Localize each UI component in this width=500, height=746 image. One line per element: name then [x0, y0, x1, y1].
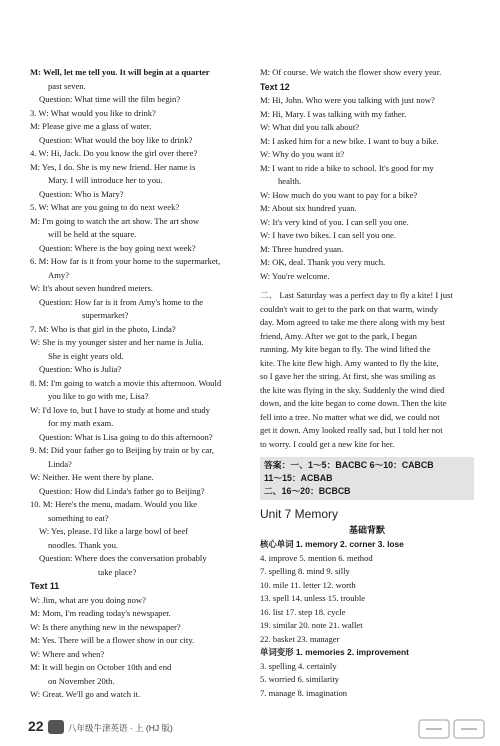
right-column [260, 66, 474, 700]
text-line: M: Yes. There will be a flower show in our city. [30, 635, 195, 645]
passage-line: fell into a tree. No matter what we did, we could not [260, 411, 440, 422]
vocab-line: 16. list 17. step 18. cycle [260, 606, 346, 617]
text-line: W: Where and when? [30, 648, 105, 659]
text-line: 3. W: What would you like to drink? [30, 107, 156, 118]
text-line: M: About six hundred yuan. [260, 203, 357, 213]
passage-line: day. Mom agreed to take me there along with my best [260, 317, 445, 327]
text-line: supermarket? [82, 310, 129, 320]
passage-section [260, 289, 474, 451]
text-line: W: Neither. He went there by plane. [30, 472, 154, 482]
passage-line: 二、 Last Saturday was a perfect day to fly a kite! I just [260, 290, 453, 300]
vocab-line: 3. spelling 4. certainly [260, 660, 337, 671]
text-line: Amy? [48, 269, 70, 280]
text-line: M: I asked him for a new bike. I want to buy a bike. [260, 135, 439, 146]
text-line: Question: Who is Julia? [39, 364, 122, 374]
vocab-line: 19. similar 20. note 21. wallet [260, 620, 363, 630]
answer-line: 答案：一、1～5：BACBC 6～10：CABCB [264, 460, 434, 470]
text-line: M: I'm going to watch the art show. The art show [30, 215, 200, 226]
answer-line: 11～15：ACBAB [264, 473, 333, 483]
text-line: M: Please give me a glass of water. [30, 121, 152, 131]
unit-title: Unit 7 Memory [260, 507, 339, 521]
text-line: W: What did you talk about? [260, 122, 360, 132]
text-line: W: I have two bikes. I can sell you one. [260, 230, 396, 240]
text-12-dialogue [260, 66, 474, 283]
text-line: M: I want to ride a bike to school. It's good for my [260, 162, 434, 173]
text-line: Text 12 [260, 81, 290, 92]
text-line: W: How much do you want to pay for a bike? [260, 189, 418, 200]
text-line: M: Of course. We watch the flower show every year. [260, 67, 442, 77]
text-line: M: Well, let me tell you. It will begin at a quarter [30, 67, 210, 77]
text-line: W: Yes, please. I'd like a large bowl of beef [39, 526, 189, 536]
text-line: past seven. [48, 80, 86, 91]
passage-line: get it down. Amy looked really sad, but I told her not [260, 425, 443, 435]
page-number: 22 [28, 718, 44, 734]
text-line: W: Is there anything new in the newspaper? [30, 621, 181, 632]
vocab-line: 13. spell 14. unless 15. trouble [260, 593, 366, 603]
text-line: M: OK, deal. Thank you very much. [260, 257, 386, 267]
text-line: W: Jim, what are you doing now? [30, 594, 146, 605]
text-line: M: Three hundred yuan. [260, 243, 344, 254]
answer-box [260, 457, 474, 500]
text-line: Question: How far is it from Amy's home to the [39, 296, 204, 307]
passage-line: running. My kite began to fly. The wind lifted the [260, 344, 431, 354]
text-line: Linda? [48, 458, 72, 469]
watermark-logo-icon [418, 718, 488, 740]
text-line: 7. M: Who is that girl in the photo, Linda? [30, 323, 176, 334]
text-line: Question: What time will the film begin? [39, 94, 181, 104]
vocab-list [260, 538, 474, 700]
vocab-line: 5. worried 6. similarity [260, 674, 340, 684]
section-title: 基础背默 [348, 524, 385, 535]
vocab-line: 核心单词 1. memory 2. corner 3. lose [260, 539, 404, 549]
text-line: W: It's very kind of you. I can sell you one. [260, 216, 409, 227]
text-line: W: She is my younger sister and her name is Julia. [30, 337, 204, 347]
passage-line: so I gave her the string. At first, she was smiling as [260, 371, 436, 381]
passage-line: the kite was flying in the sky. Suddenly the wind died [260, 384, 445, 395]
vocab-line: 7. spelling 8. mind 9. silly [260, 566, 350, 576]
text-line: noodles. Thank you. [48, 539, 119, 550]
vocab-line: 10. mile 11. letter 12. worth [260, 579, 356, 590]
text-line: M: Yes, I do. She is my new friend. Her name is [30, 161, 196, 172]
book-logo-icon [48, 720, 64, 734]
text-line: 6. M: How far is it from your home to the supermarket, [30, 256, 221, 266]
passage-line: kite. The kite flew high. Amy wanted to fly the kite, [260, 357, 439, 368]
text-line: M: It will begin on October 10th and end [30, 662, 172, 672]
text-line: Question: How did Linda's father go to Beijing? [39, 485, 205, 496]
vocab-line: 7. manage 8. imagination [260, 687, 348, 698]
page-footer [28, 716, 258, 738]
text-line: you like to go with me, Lisa? [48, 391, 149, 401]
text-line: W: You're welcome. [260, 270, 330, 281]
text-line: will be held at the square. [48, 229, 137, 239]
text-line: Question: Who is Mary? [39, 188, 124, 199]
answer-line: 二、16～20：BCBCB [264, 486, 351, 496]
passage-line: friend, Amy. After we got to the park, I began [260, 330, 417, 341]
text-line: 8. M: I'm going to watch a movie this afternoon. Would [30, 377, 222, 388]
text-line: Text 11 [30, 581, 60, 591]
passage-line: couldn't wait to get to the park on that warm, windy [260, 303, 438, 314]
vocab-line: 22. basket 23. manager [260, 633, 340, 644]
left-column [30, 66, 252, 702]
text-line: on November 20th. [48, 675, 115, 686]
text-line: Question: Where does the conversation probably [39, 553, 207, 563]
text-line: W: Great. We'll go and watch it. [30, 689, 141, 699]
vocab-line: 4. improve 5. mention 6. method [260, 552, 373, 563]
text-line: something to eat? [48, 512, 109, 523]
text-line: take place? [98, 566, 137, 577]
text-line: 9. M: Did your father go to Beijing by train or by car, [30, 445, 214, 455]
footer-title: 八年级牛津英语 · 上 (HJ 版) [68, 723, 173, 733]
text-line: 10. M: Here's the menu, madam. Would you like [30, 499, 198, 509]
text-line: Question: What would the boy like to drink? [39, 134, 193, 145]
text-line: Mary. I will introduce her to you. [48, 175, 163, 185]
text-line: for my math exam. [48, 418, 114, 428]
text-line: M: Hi, John. Who were you talking with just now? [260, 95, 435, 105]
text-line: Question: Where is the boy going next week? [39, 242, 196, 253]
text-line: health. [278, 176, 302, 186]
text-line: Question: What is Lisa going to do this afternoon? [39, 431, 213, 442]
vocab-line: 单词变形 1. memories 2. improvement [260, 647, 409, 657]
text-line: M: Hi, Mary. I was talking with my father. [260, 108, 407, 119]
text-line: W: It's about seven hundred meters. [30, 283, 153, 293]
text-line: 4. W: Hi, Jack. Do you know the girl over there? [30, 148, 198, 158]
text-line: 5. W: What are you going to do next week? [30, 202, 180, 212]
passage-line: down, and the kite began to come down. Then the kite [260, 398, 447, 408]
text-line: W: Why do you want it? [260, 149, 345, 159]
text-line: She is eight years old. [48, 350, 124, 361]
passage-line: to worry. I could get a new kite for her. [260, 438, 395, 449]
text-line: M: Mom, I'm reading today's newspaper. [30, 608, 171, 618]
text-line: W: I'd love to, but I have to study at home and study [30, 404, 210, 415]
